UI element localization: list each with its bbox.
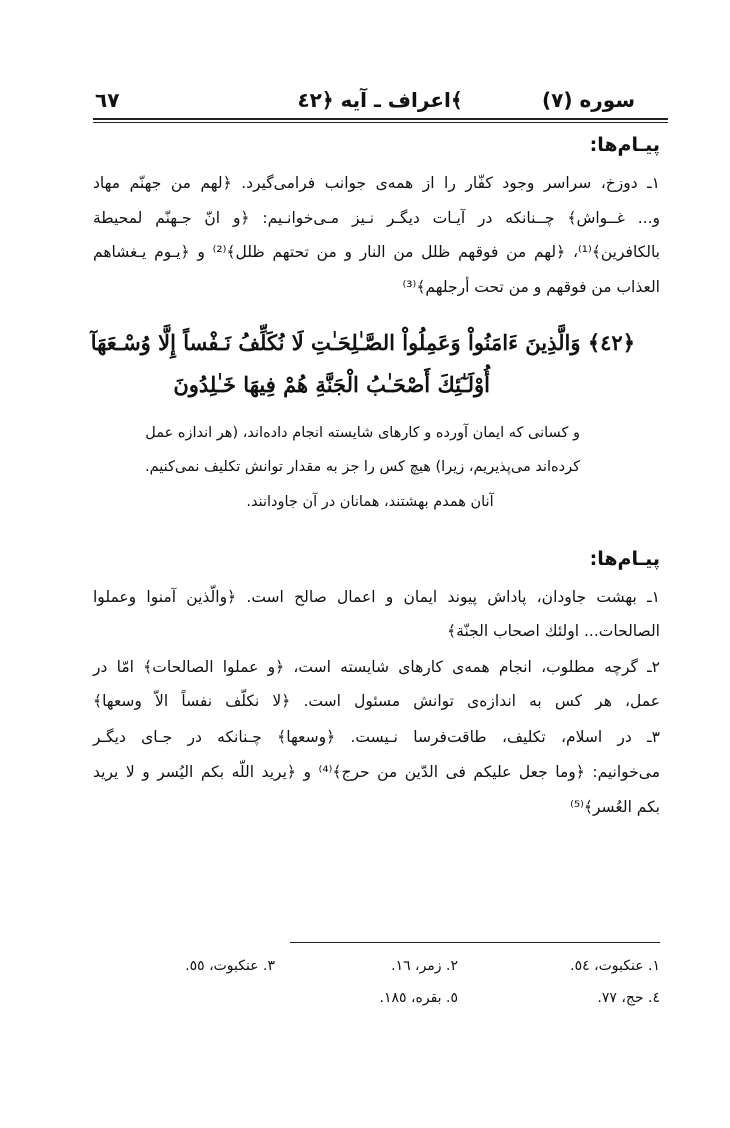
messages-heading: پيـام‌ها: xyxy=(589,548,660,570)
surah-number: سوره (٧) xyxy=(542,88,635,112)
footnote: ٥. بقره، ١٨٥. xyxy=(379,990,458,1006)
text-line: ٢ـ گرچه مطلوب، انجام همه‌ى كارهاى شايسته است، ﴿و عملوا الصالحات﴾ امّا در xyxy=(93,658,660,676)
text-line: الصالحات... اولئك اصحاب الجنّة﴾ xyxy=(447,622,660,640)
footnote: ١. عنكبوت، ٥٤. xyxy=(570,958,660,974)
footnote: ٣. عنكبوت، ٥٥. xyxy=(185,958,275,974)
header-rule xyxy=(93,118,668,120)
surah-verse-title: اعراف ـ آيه ﴿٤٢﴾ xyxy=(297,88,463,112)
text-line: و... غــواش﴾ چــنانكه در آيـات ديگـر نـيز مـى‌خوانـيم: ﴿و انّ جـهنّم لمحيطة xyxy=(93,209,660,227)
translation-line: آنان همدم بهشتند، همانان در آن جاودانند. xyxy=(246,494,494,510)
text-line: بكم العُسر﴾⁽⁵⁾ xyxy=(570,798,660,816)
quran-verse-line: ﴿٤٢﴾ وَالَّذِينَ ءَامَنُواْ وَعَمِلُواْ الصَّـٰلِحَـٰتِ لَا نُكَلِّفُ نَـفْساً إِلَّا وُسْـعَهَآ xyxy=(90,330,635,355)
footnote: ٤. حج، ٧٧. xyxy=(597,990,660,1006)
text-line: عمل، هر كس به اندازه‌ى توانش مسئول است. ﴿لا نكلّف نفساً الاّ وسعها﴾ xyxy=(93,692,660,710)
text-line: مى‌خوانيم: ﴿وما جعل عليكم فى الدّين من حرج﴾⁽⁴⁾ و ﴿يريد اللّه بكم اليُسر و لا يريد xyxy=(93,763,660,781)
footnote: ٢. زمر، ١٦. xyxy=(391,958,458,974)
messages-heading: پيـام‌ها: xyxy=(589,134,660,156)
footnote-rule xyxy=(290,942,660,943)
text-line: ٣ـ در اسلام، تكليف، طاقت‌فرسا نـيست. ﴿وسعها﴾ چـنانكه در جـاى ديگـر xyxy=(93,728,660,746)
translation-line: و كسانى كه ايمان آورده و كارهاى شايسته انجام داده‌اند، (هر اندازه عمل xyxy=(145,425,580,441)
translation-line: كرده‌اند مى‌پذيريم، زيرا) هيچ كس را جز به مقدار توانش تكليف نمى‌كنيم. xyxy=(145,459,580,475)
text-line: ١ـ بهشت جاودان، پاداش پيوند ايمان و اعمال صالح است. ﴿والّذين آمنوا وعملوا xyxy=(93,588,660,606)
header-rule-thin xyxy=(93,122,668,123)
quran-verse-line: أُوْلَـٰٓئِكَ أَصْحَـٰبُ الْجَنَّةِ هُمْ فِيهَا خَـٰلِدُونَ xyxy=(173,372,490,397)
text-line: ١ـ دوزخ، سراسر وجود كفّار را از همه‌ى جوانب فرامى‌گيرد. ﴿لهم من جهنّم مهاد xyxy=(93,174,660,192)
text-line: بالكافرين﴾⁽¹⁾، ﴿لهم من فوقهم ظلل من النار و من تحتهم ظلل﴾⁽²⁾ و ﴿يـوم يـغشاهم xyxy=(93,243,660,261)
text-line: العذاب من فوقهم و من تحت أرجلهم﴾⁽³⁾ xyxy=(402,278,660,296)
page-number: ٦٧ xyxy=(95,88,120,112)
